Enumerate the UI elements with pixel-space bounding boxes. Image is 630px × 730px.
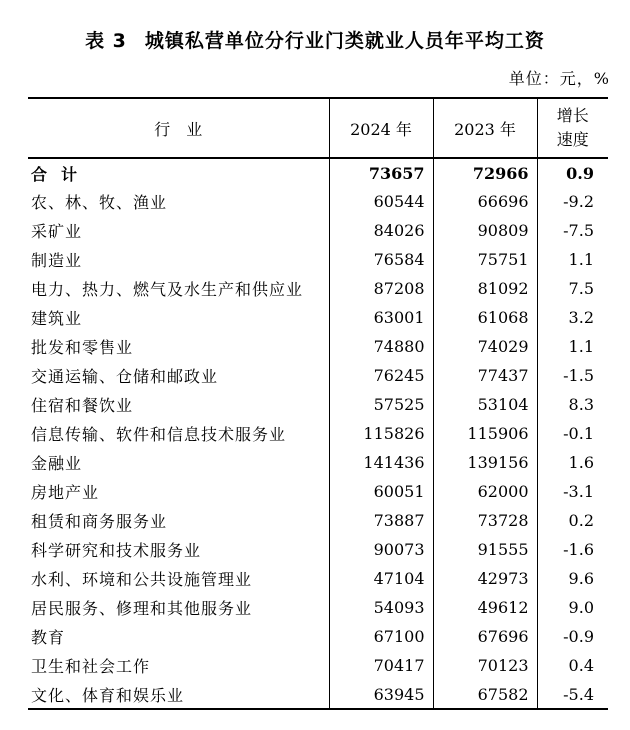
growth-cell: 0.9 [537,158,608,187]
growth-cell: 1.1 [537,332,608,361]
wage-2024-cell: 76584 [329,245,433,274]
industry-cell: 批发和零售业 [31,338,134,357]
wage-2023-cell: 91555 [433,535,537,564]
table-title [0,26,630,53]
industry-cell: 信息传输、软件和信息技术服务业 [31,425,287,444]
growth-cell: 7.5 [537,274,608,303]
header-growth [537,98,608,158]
wage-2023-cell: 70123 [433,651,537,680]
industry-cell: 教育 [31,628,66,647]
unit-label: 单位：元，% [508,69,610,88]
table-row [28,390,608,419]
wage-2023-cell: 77437 [433,361,537,390]
wage-2024-cell: 60051 [329,477,433,506]
industry-cell: 住宿和餐饮业 [31,396,134,415]
industry-cell: 电力、热力、燃气及水生产和供应业 [31,280,304,299]
header-year-2024: 2024 年 [329,98,433,158]
wage-2023-cell: 67696 [433,622,537,651]
table-row [28,332,608,361]
wage-2023-cell: 74029 [433,332,537,361]
wage-2023-cell: 139156 [433,448,537,477]
industry-cell: 租赁和商务服务业 [31,512,168,531]
table-row [28,680,608,709]
table-row [28,187,608,216]
wage-2024-cell: 54093 [329,593,433,622]
industry-cell: 房地产业 [31,483,100,502]
industry-cell: 建筑业 [31,309,83,328]
header-industry: 行 业 [28,98,329,158]
wage-2023-cell: 67582 [433,680,537,709]
wage-2023-cell: 61068 [433,303,537,332]
header-year-2023: 2023 年 [433,98,537,158]
wage-2023-cell: 49612 [433,593,537,622]
table-row [28,651,608,680]
wage-2023-cell: 42973 [433,564,537,593]
growth-cell: -0.1 [537,419,608,448]
wage-2024-cell: 141436 [329,448,433,477]
growth-cell: 0.4 [537,651,608,680]
growth-cell: 9.0 [537,593,608,622]
industry-cell: 水利、环境和公共设施管理业 [31,570,253,589]
wage-2023-cell: 75751 [433,245,537,274]
wage-2023-cell: 81092 [433,274,537,303]
table-row [28,245,608,274]
wage-2024-cell: 70417 [329,651,433,680]
table-row-total [28,158,608,187]
growth-cell: -1.5 [537,361,608,390]
wage-2023-cell: 53104 [433,390,537,419]
industry-cell: 金融业 [31,454,83,473]
table-title-text: 城镇私营单位分行业门类就业人员年平均工资 [144,30,545,52]
growth-cell: 9.6 [537,564,608,593]
industry-cell: 文化、体育和娱乐业 [28,680,329,709]
industry-cell: 农、林、牧、渔业 [31,193,168,212]
industry-cell: 采矿业 [31,222,83,241]
industry-cell: 合计 [31,164,92,184]
header-row [28,98,608,158]
table-body [28,158,608,709]
wage-2024-cell: 84026 [329,216,433,245]
table-row [28,303,608,332]
table-row [28,448,608,477]
industry-cell: 制造业 [31,251,83,270]
growth-cell: -7.5 [537,216,608,245]
industry-cell: 居民服务、修理和其他服务业 [31,599,253,618]
growth-cell: -5.4 [537,680,608,709]
wage-2024-cell: 63001 [329,303,433,332]
table-number: 表 3 [85,30,127,52]
industry-cell: 科学研究和技术服务业 [31,541,202,560]
growth-cell: 3.2 [537,303,608,332]
wage-2024-cell: 76245 [329,361,433,390]
wage-2024-cell: 57525 [329,390,433,419]
growth-cell: 8.3 [537,390,608,419]
table-row [28,535,608,564]
table-row [28,216,608,245]
wage-2024-cell: 60544 [329,187,433,216]
wage-2024-cell: 73657 [329,158,433,187]
table-row [28,361,608,390]
wage-2023-cell: 62000 [433,477,537,506]
wage-2024-cell: 115826 [329,419,433,448]
wage-2023-cell: 73728 [433,506,537,535]
wage-2024-cell: 67100 [329,622,433,651]
growth-cell: -0.9 [537,622,608,651]
wage-2024-cell: 73887 [329,506,433,535]
table-row [28,477,608,506]
growth-cell: 1.6 [537,448,608,477]
industry-cell: 交通运输、仓储和邮政业 [31,367,219,386]
header-growth-line2: 速度 [556,130,589,149]
growth-cell: 1.1 [537,245,608,274]
wage-table [28,97,608,710]
wage-2024-cell: 47104 [329,564,433,593]
growth-cell: -1.6 [537,535,608,564]
table-row [28,274,608,303]
header-growth-line1: 增长 [556,106,589,125]
wage-2023-cell: 72966 [433,158,537,187]
wage-2023-cell: 115906 [433,419,537,448]
wage-2024-cell: 74880 [329,332,433,361]
wage-2024-cell: 63945 [329,680,433,709]
table-row [28,593,608,622]
table-header [28,98,608,158]
wage-2024-cell: 90073 [329,535,433,564]
wage-2023-cell: 66696 [433,187,537,216]
table-row [28,419,608,448]
table-row [28,622,608,651]
table-row [28,506,608,535]
growth-cell: 0.2 [537,506,608,535]
wage-2023-cell: 90809 [433,216,537,245]
table-row [28,564,608,593]
growth-cell: -9.2 [537,187,608,216]
growth-cell: -3.1 [537,477,608,506]
industry-cell: 卫生和社会工作 [31,657,151,676]
wage-2024-cell: 87208 [329,274,433,303]
